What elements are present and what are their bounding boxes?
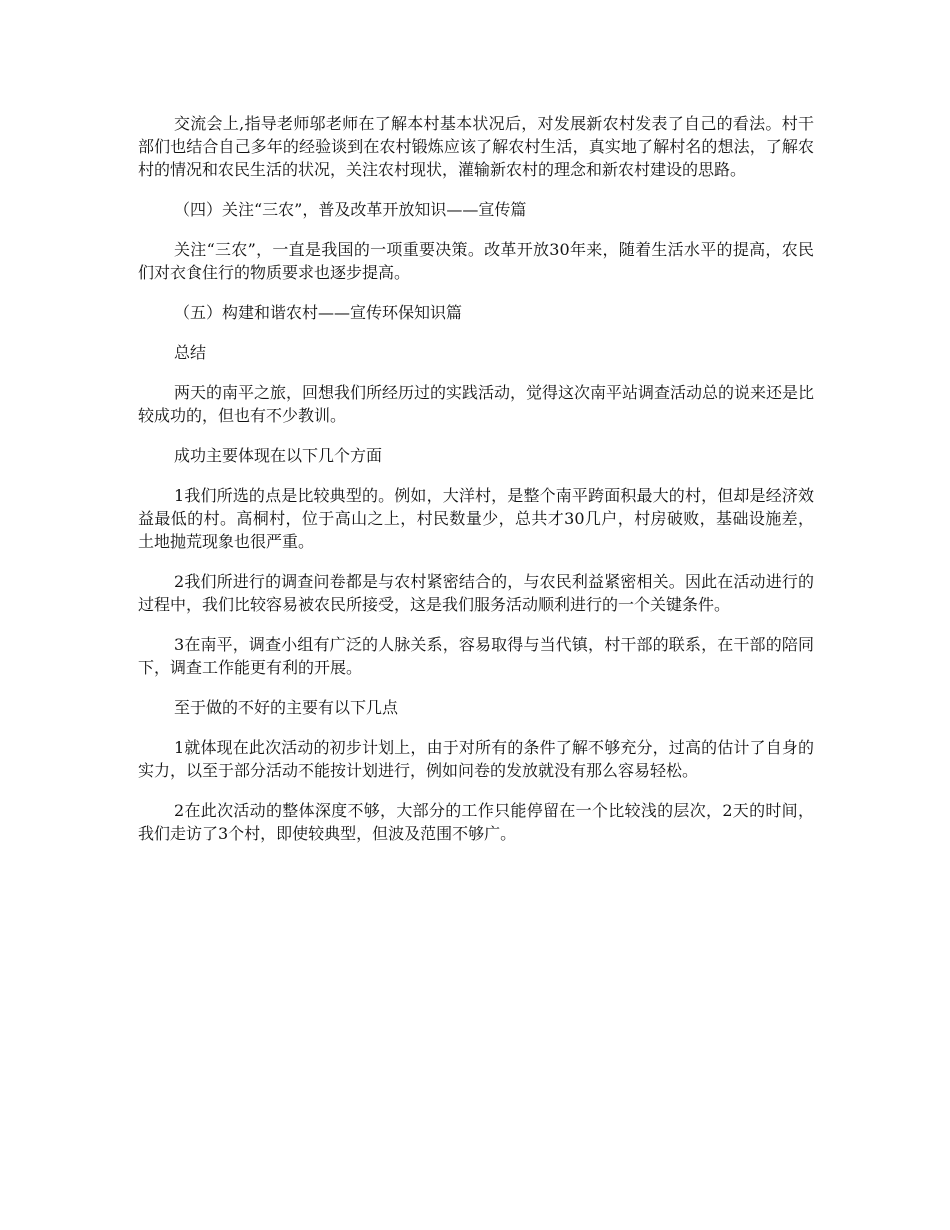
paragraph-shortcomings-heading: 至于做的不好的主要有以下几点: [174, 698, 399, 717]
section-heading-4: （四）关注“三农”，普及改革开放知识——宣传篇: [174, 200, 527, 219]
paragraph-success-1: 1我们所选的点是比较典型的。例如，大洋村，是整个南平跨面积最大的村，但却是经济效益最低的村。高桐村，位于高山之上，村民数量少，总共才30几户，村房破败，基础设施差，土地抛荒现象也很严重。: [138, 486, 814, 551]
paragraph-success-3: 3在南平，调查小组有广泛的人脉关系，容易取得与当代镇，村干部的联系，在干部的陪同下，调查工作能更有利的开展。: [138, 635, 814, 677]
paragraph-success-heading: 成功主要体现在以下几个方面: [174, 446, 383, 465]
section-heading-5: （五）构建和谐农村——宣传环保知识篇: [174, 303, 463, 322]
paragraph-shortcoming-2: 2在此次活动的整体深度不够，大部分的工作只能停留在一个比较浅的层次，2天的时间，我们走访了3个村，即使较典型，但波及范围不够广。: [138, 801, 814, 843]
paragraph-success-2: 2我们所进行的调查问卷都是与农村紧密结合的，与农民利益紧密相关。因此在活动进行的过程中，我们比较容易被农民所接受，这是我们服务活动顺利进行的一个关键条件。: [138, 572, 814, 614]
paragraph-three-rural: 关注“三农”，一直是我国的一项重要决策。改革开放30年来，随着生活水平的提高，农民们对衣食住行的物质要求也逐步提高。: [138, 240, 814, 282]
section-heading-summary: 总结: [174, 343, 207, 362]
paragraph-exchange-meeting: 交流会上,指导老师邬老师在了解本村基本状况后，对发展新农村发表了自己的看法。村干部们也结合自己多年的经验谈到在农村锻炼应该了解农村生活，真实地了解村名的想法，了解农村的情况和农民生活的状况，关注农村现状，灌输新农村的理念和新农村建设的思路。: [138, 114, 814, 179]
paragraph-shortcoming-1: 1就体现在此次活动的初步计划上，由于对所有的条件了解不够充分，过高的估计了自身的实力，以至于部分活动不能按计划进行，例如问卷的发放就没有那么容易轻松。: [138, 738, 814, 780]
paragraph-summary-intro: 两天的南平之旅，回想我们所经历过的实践活动，觉得这次南平站调查活动总的说来还是比较成功的，但也有不少教训。: [138, 383, 815, 425]
document-page: [138, 112, 814, 862]
